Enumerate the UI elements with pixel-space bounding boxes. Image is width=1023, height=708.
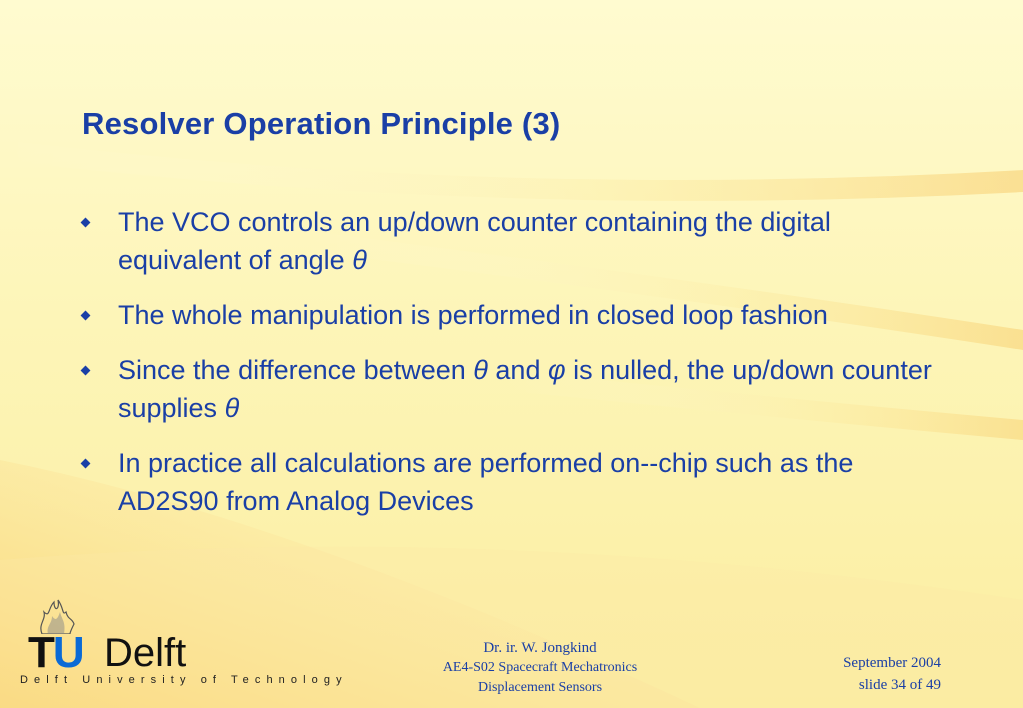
bullet-text: In practice all calculations are performed on--chip such as the AD2S90 from Analog Devices	[118, 448, 854, 516]
bullet-item	[82, 351, 952, 427]
slide-title: Resolver Operation Principle (3)	[82, 106, 561, 141]
bullet-item	[82, 296, 952, 334]
logo-wordmark: Delft	[104, 631, 187, 675]
footer-slide-number: slide 34 of 49	[858, 677, 941, 693]
logo-tu-mark	[28, 628, 83, 678]
bullet-item	[82, 444, 952, 520]
bullet-item	[82, 203, 952, 279]
theta-symbol: θ	[473, 355, 488, 385]
footer-course: AE4-S02 Spacecraft Mechatronics	[442, 660, 638, 675]
footer-right	[843, 652, 941, 696]
bullet-text: The whole manipulation is performed in closed loop fashion	[118, 300, 828, 330]
footer-topic: Displacement Sensors	[477, 680, 603, 695]
bullet-diamond-icon	[81, 218, 91, 228]
bullet-list	[82, 203, 952, 537]
logo-t: T	[28, 628, 53, 677]
phi-symbol: φ	[547, 355, 566, 385]
bullet-text: Since the difference between	[118, 355, 474, 385]
theta-symbol: θ	[352, 245, 367, 275]
footer-date: September 2004	[843, 655, 941, 671]
theta-symbol: θ	[224, 393, 240, 423]
footer-center	[400, 638, 680, 698]
logo-subtitle: Delft University of Technology	[20, 674, 348, 686]
bullet-text: is nulled, the up/down counter supplies	[118, 355, 932, 423]
bullet-diamond-icon	[81, 366, 91, 376]
bullet-diamond-icon	[81, 311, 91, 321]
logo-u: U	[52, 628, 83, 677]
tu-delft-logo	[20, 598, 348, 693]
bullet-text: and	[487, 355, 548, 385]
bullet-text: The VCO controls an up/down counter containing the digital equivalent of angle	[118, 207, 831, 275]
bullet-diamond-icon	[81, 459, 91, 469]
footer-author: Dr. ir. W. Jongkind	[483, 640, 597, 656]
